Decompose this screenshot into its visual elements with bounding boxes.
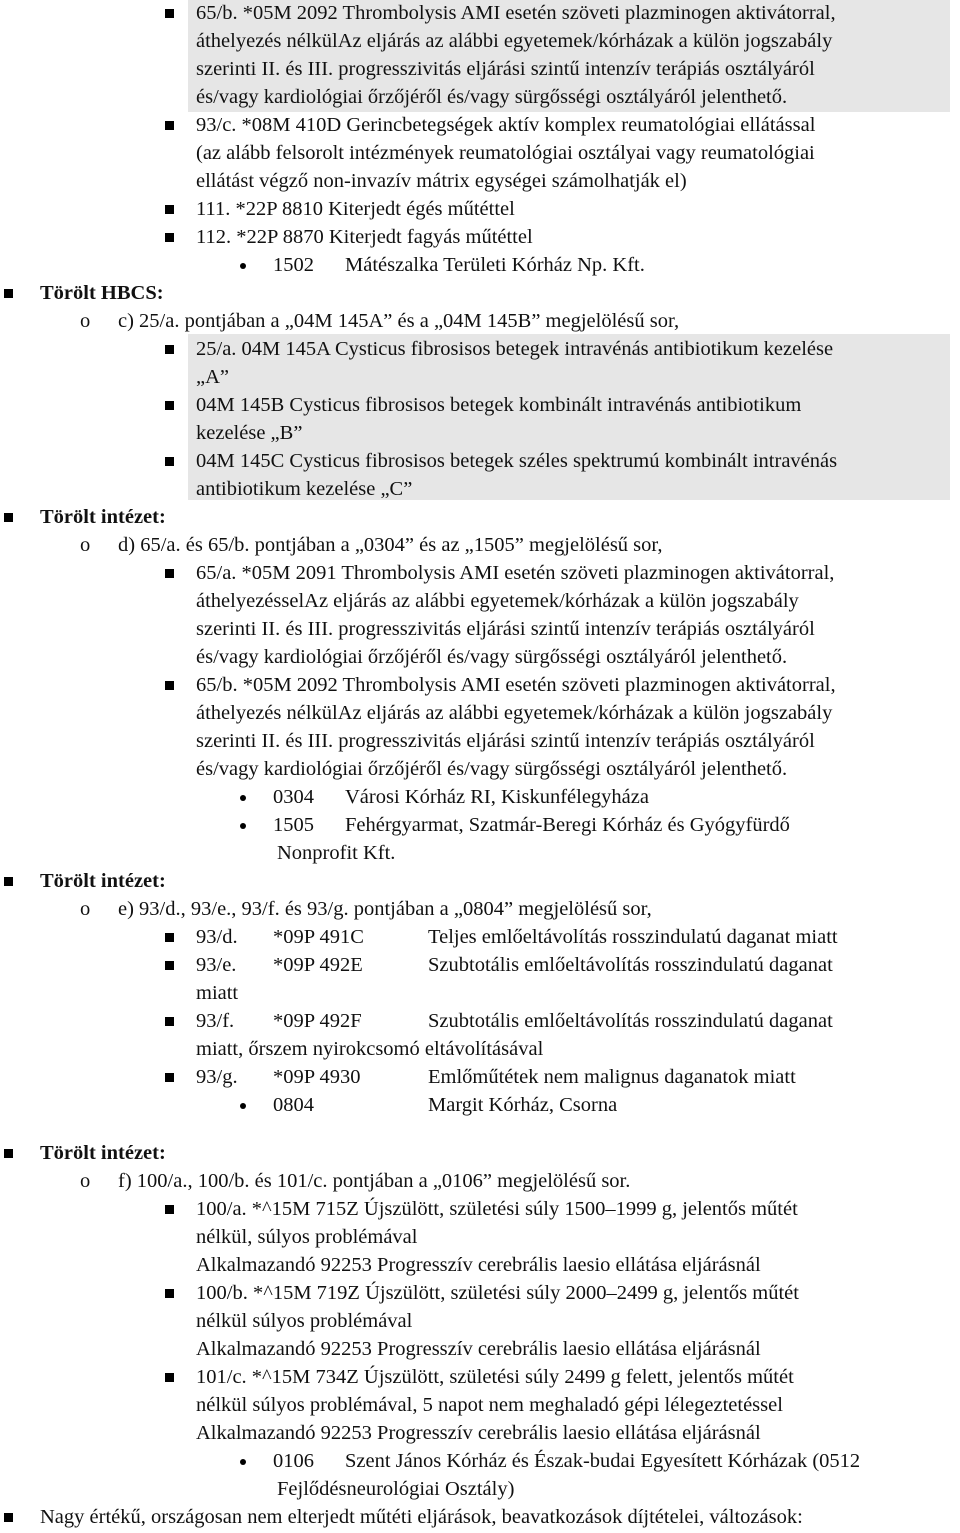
list-item — [0, 1364, 960, 1392]
item-text: ellátást végző non-invazív mátrix egységei számolhatják el) — [196, 170, 687, 192]
heading-text: Törölt intézet: — [40, 506, 166, 528]
item-text: nélkül súlyos problémával — [196, 1310, 413, 1332]
circle-bullet-icon: o — [80, 534, 91, 556]
list-item — [0, 1008, 960, 1036]
item-text: 100/a. *^15M 715Z Újszülött, születési súly 1500–1999 g, jelentős műtét — [196, 1198, 798, 1220]
square-bullet-icon — [165, 933, 174, 942]
square-bullet-icon — [165, 1017, 174, 1026]
item-text: Alkalmazandó 92253 Progresszív cerebrális laesio ellátása eljárásnál — [196, 1422, 761, 1444]
square-bullet-icon — [4, 1513, 13, 1522]
item-text: 65/a. *05M 2091 Thrombolysis AMI esetén szöveti plazminogen aktivátorral, — [196, 562, 835, 584]
item-text: Alkalmazandó 92253 Progresszív cerebrális laesio ellátása eljárásnál — [196, 1254, 761, 1276]
item-text: 101/c. *^15M 734Z Újszülött, születési súly 2499 g felett, jelentős műtét — [196, 1366, 794, 1388]
hbcs-code: *09P 492F — [273, 1010, 362, 1032]
list-item — [0, 448, 960, 476]
item-text: 100/b. *^15M 719Z Újszülött, születési súly 2000–2499 g, jelentős műtét — [196, 1282, 799, 1304]
item-text: c) 25/a. pontjában a „04M 145A” és a „04M 145B” megjelölésű sor, — [118, 310, 680, 332]
item-text: szerinti II. és III. progresszivitás eljárási szintű intenzív terápiás osztályáról — [196, 58, 815, 80]
round-bullet-icon — [240, 823, 246, 829]
list-item — [0, 952, 960, 980]
item-text: e) 93/d., 93/e., 93/f. és 93/g. pontjában a „0804” megjelölésű sor, — [118, 898, 652, 920]
item-text: 25/a. 04M 145A Cysticus fibrosisos betegek intravénás antibiotikum kezelése — [196, 338, 834, 360]
heading-text: Törölt intézet: — [40, 870, 166, 892]
hbcs-code: *09P 4930 — [273, 1066, 361, 1088]
list-item — [0, 1448, 960, 1476]
list-item — [0, 812, 960, 840]
item-text: Nonprofit Kft. — [277, 842, 396, 864]
institution-code: 1502 — [273, 254, 314, 276]
round-bullet-icon — [240, 263, 246, 269]
list-item — [0, 392, 960, 420]
square-bullet-icon — [4, 513, 13, 522]
square-bullet-icon — [165, 681, 174, 690]
item-text: d) 65/a. és 65/b. pontjában a „0304” és az „1505” megjelölésű sor, — [118, 534, 663, 556]
item-text: „A” — [196, 366, 230, 388]
item-text: szerinti II. és III. progresszivitás eljárási szintű intenzív terápiás osztályáról — [196, 730, 815, 752]
hbcs-name: Teljes emlőeltávolítás rosszindulatú daganat miatt — [428, 926, 838, 948]
section-heading — [0, 280, 960, 308]
list-item — [0, 1504, 960, 1532]
hbcs-code: *09P 491C — [273, 926, 364, 948]
item-code: 93/f. — [196, 1010, 235, 1032]
list-item — [0, 924, 960, 952]
item-text: (az alább felsorolt intézmények reumatológiai osztályai vagy reumatológiai — [196, 142, 815, 164]
item-text: 93/c. *08M 410D Gerincbetegségek aktív komplex reumatológiai ellátással — [196, 114, 816, 136]
item-text: miatt — [196, 982, 239, 1004]
section-heading — [0, 1140, 960, 1168]
list-item — [0, 112, 960, 140]
institution-name: Szent János Kórház és Észak-budai Egyesített Kórházak (0512 — [345, 1450, 861, 1472]
square-bullet-icon — [4, 289, 13, 298]
item-text: f) 100/a., 100/b. és 101/c. pontjában a „0106” megjelölésű sor. — [118, 1170, 631, 1192]
square-bullet-icon — [165, 401, 174, 410]
square-bullet-icon — [165, 961, 174, 970]
item-text: áthelyezésselAz eljárás az alábbi egyetemek/kórházak a külön jogszabály — [196, 590, 799, 612]
round-bullet-icon — [240, 1459, 246, 1465]
item-text: és/vagy kardiológiai őrzőjéről és/vagy sürgősségi osztályáról jelenthető. — [196, 758, 788, 780]
list-item — [0, 784, 960, 812]
list-item — [0, 224, 960, 252]
item-text: 04M 145B Cysticus fibrosisos betegek kombinált intravénás antibiotikum — [196, 394, 802, 416]
square-bullet-icon — [4, 877, 13, 886]
item-text: antibiotikum kezelése „C” — [196, 478, 413, 500]
heading-text: Törölt HBCS: — [40, 282, 164, 304]
institution-name: Városi Kórház RI, Kiskunfélegyháza — [345, 786, 649, 808]
item-text: szerinti II. és III. progresszivitás eljárási szintű intenzív terápiás osztályáról — [196, 618, 815, 640]
hbcs-name: Szubtotális emlőeltávolítás rosszindulatú daganat — [428, 954, 833, 976]
list-item — [0, 896, 960, 924]
square-bullet-icon — [165, 1073, 174, 1082]
list-item — [0, 1168, 960, 1196]
item-text: Alkalmazandó 92253 Progresszív cerebrális laesio ellátása eljárásnál — [196, 1338, 761, 1360]
item-text: nélkül súlyos problémával, 5 napot nem meghaladó gépi lélegeztetéssel — [196, 1394, 783, 1416]
hbcs-code: *09P 492E — [273, 954, 363, 976]
list-item — [0, 252, 960, 280]
square-bullet-icon — [165, 457, 174, 466]
item-code: 93/e. — [196, 954, 237, 976]
square-bullet-icon — [165, 205, 174, 214]
circle-bullet-icon: o — [80, 310, 91, 332]
institution-code: 0304 — [273, 786, 314, 808]
list-item — [0, 672, 960, 700]
institution-name: Fehérgyarmat, Szatmár-Beregi Kórház és Gyógyfürdő — [345, 814, 790, 836]
circle-bullet-icon: o — [80, 1170, 91, 1192]
list-item — [0, 308, 960, 336]
square-bullet-icon — [165, 121, 174, 130]
list-item — [0, 336, 960, 364]
institution-code: 0106 — [273, 1450, 314, 1472]
item-text: nélkül, súlyos problémával — [196, 1226, 418, 1248]
item-code: 93/g. — [196, 1066, 238, 1088]
list-item — [0, 560, 960, 588]
square-bullet-icon — [165, 345, 174, 354]
list-item — [0, 1092, 960, 1120]
hbcs-name: Emlőműtétek nem malignus daganatok miatt — [428, 1066, 796, 1088]
item-text: 65/b. *05M 2092 Thrombolysis AMI esetén szöveti plazminogen aktivátorral, — [196, 2, 836, 24]
institution-code: 1505 — [273, 814, 314, 836]
square-bullet-icon — [165, 233, 174, 242]
square-bullet-icon — [4, 1149, 13, 1158]
section-heading — [0, 868, 960, 896]
list-item — [0, 1064, 960, 1092]
institution-name: Margit Kórház, Csorna — [428, 1094, 618, 1116]
item-text: 04M 145C Cysticus fibrosisos betegek széles spektrumú kombinált intravénás — [196, 450, 838, 472]
square-bullet-icon — [165, 9, 174, 18]
section-heading — [0, 504, 960, 532]
list-item — [0, 196, 960, 224]
item-text: 112. *22P 8870 Kiterjedt fagyás műtéttel — [196, 226, 533, 248]
square-bullet-icon — [165, 1289, 174, 1298]
item-text: áthelyezés nélkülAz eljárás az alábbi egyetemek/kórházak a külön jogszabály — [196, 702, 833, 724]
item-text: miatt, őrszem nyirokcsomó eltávolításával — [196, 1038, 544, 1060]
list-item — [0, 1280, 960, 1308]
heading-text: Törölt intézet: — [40, 1142, 166, 1164]
institution-name: Mátészalka Területi Kórház Np. Kft. — [345, 254, 645, 276]
item-code: 93/d. — [196, 926, 238, 948]
square-bullet-icon — [165, 569, 174, 578]
round-bullet-icon — [240, 1103, 246, 1109]
square-bullet-icon — [165, 1373, 174, 1382]
item-text: és/vagy kardiológiai őrzőjéről és/vagy sürgősségi osztályáról jelenthető. — [196, 86, 788, 108]
item-text: 111. *22P 8810 Kiterjedt égés műtéttel — [196, 198, 515, 220]
circle-bullet-icon: o — [80, 898, 91, 920]
item-text: és/vagy kardiológiai őrzőjéről és/vagy sürgősségi osztályáról jelenthető. — [196, 646, 788, 668]
item-text: 65/b. *05M 2092 Thrombolysis AMI esetén szöveti plazminogen aktivátorral, — [196, 674, 836, 696]
square-bullet-icon — [165, 1205, 174, 1214]
list-item — [0, 532, 960, 560]
institution-code: 0804 — [273, 1094, 314, 1116]
list-item — [0, 0, 960, 28]
item-text: Nagy értékű, országosan nem elterjedt műtéti eljárások, beavatkozások díjtételei, változások: — [40, 1506, 803, 1528]
item-text: kezelése „B” — [196, 422, 303, 444]
round-bullet-icon — [240, 795, 246, 801]
list-item — [0, 1196, 960, 1224]
hbcs-name: Szubtotális emlőeltávolítás rosszindulatú daganat — [428, 1010, 833, 1032]
item-text: Fejlődésneurológiai Osztály) — [277, 1478, 515, 1500]
item-text: áthelyezés nélkülAz eljárás az alábbi egyetemek/kórházak a külön jogszabály — [196, 30, 833, 52]
